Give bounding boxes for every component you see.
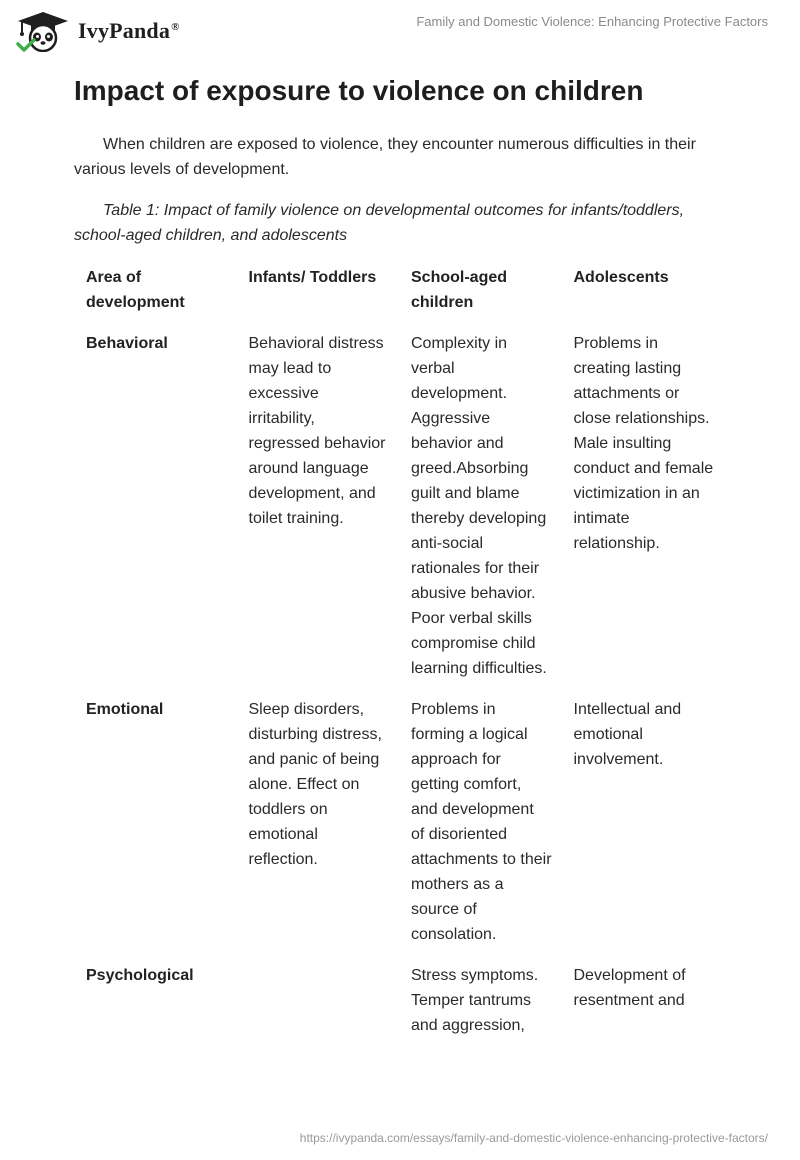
row-header: Behavioral — [86, 335, 168, 352]
row-header: Psychological — [86, 967, 194, 984]
brand-name: IvyPanda® — [78, 18, 180, 43]
panda-logo-icon — [14, 10, 72, 52]
document-title: Family and Domestic Violence: Enhancing Protective Factors — [416, 14, 768, 29]
table-cell: Complexity in verbal development. Aggressive behavior and greed.Absorbing guilt and blame thereby developing anti-social rationales for their abusive behavior. Poor verbal skills compromise child learning difficulties. — [411, 335, 547, 677]
table-cell: Sleep disorders, disturbing distress, and panic of being alone. Effect on toddlers on emotional reflection. — [248, 701, 382, 868]
intro-paragraph: When children are exposed to violence, they encounter numerous difficulties in their various levels of development. — [74, 136, 696, 178]
table-row — [74, 694, 724, 960]
table-caption: Table 1: Impact of family violence on developmental outcomes for infants/toddlers, school-aged children, and adolescents — [74, 202, 685, 244]
table-cell: Behavioral distress may lead to excessive irritability, regressed behavior around language development, and toilet training. — [248, 335, 386, 527]
table-row — [74, 328, 724, 694]
table-cell — [237, 960, 400, 1051]
brand-logo[interactable] — [14, 10, 180, 52]
column-header: Area of development — [86, 269, 185, 311]
column-header: Infants/ Toddlers — [248, 269, 377, 286]
table-cell: Development of resentment and — [573, 967, 686, 1009]
row-header: Emotional — [86, 701, 164, 718]
column-header: School-aged children — [411, 269, 508, 311]
page-header — [0, 0, 800, 62]
table-header-row — [74, 262, 724, 328]
development-impact-table — [74, 262, 724, 1051]
table-row — [74, 960, 724, 1051]
table-cell: Stress symptoms. Temper tantrums and aggression, — [411, 967, 539, 1034]
table-cell: Problems in forming a logical approach for getting comfort, and development of disoriented attachments to their mothers as a source of consolation. — [411, 701, 552, 943]
source-url[interactable]: https://ivypanda.com/essays/family-and-domestic-violence-enhancing-protective-factors/ — [299, 1131, 768, 1145]
section-heading: Impact of exposure to violence on children — [74, 75, 644, 106]
column-header: Adolescents — [573, 269, 669, 286]
table-cell: Problems in creating lasting attachments or close relationships. Male insulting conduct and female victimization in an intimate relationship. — [573, 335, 714, 552]
table-cell: Intellectual and emotional involvement. — [573, 701, 682, 768]
